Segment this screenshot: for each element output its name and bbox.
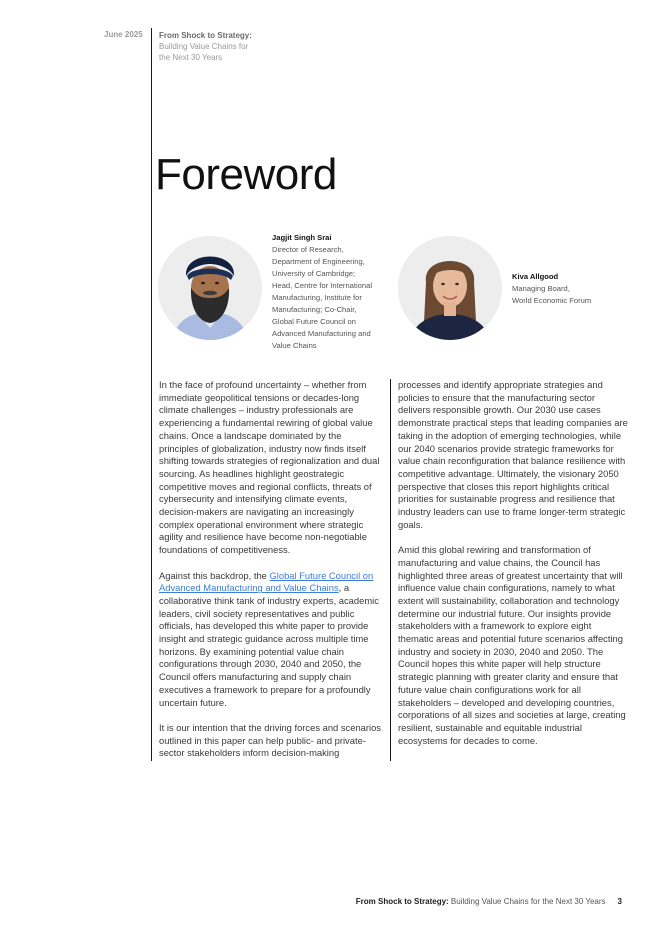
header-divider — [151, 28, 152, 761]
author-card-srai — [272, 232, 382, 352]
footer-title-rest: Building Value Chains for the Next 30 Years — [448, 897, 606, 906]
header-title: From Shock to Strategy: — [159, 31, 252, 40]
header-title-block — [159, 30, 279, 63]
column-divider — [390, 379, 391, 761]
author-role-line: Managing Board, — [512, 284, 570, 293]
footer-title-bold: From Shock to Strategy: — [355, 897, 449, 906]
portrait-woman-icon — [398, 236, 502, 340]
body-text: , a collaborative think tank of industry experts, academic leaders, civil society representatives and public officials, has developed this white paper to provide insight and strategic guidance across multiple time horizons. By examining potential value chain configurations through 2030, 2040 and 2050, the Council offers manufacturing and supply chain executives a framework to prepare for a profoundly uncertain future. — [159, 582, 379, 708]
author-role-line: World Economic Forum — [512, 296, 592, 305]
header-subtitle-line-1: Building Value Chains for — [159, 42, 249, 51]
body-paragraph: Amid this global rewiring and transformation of manufacturing and value chains, the Council has highlighted three areas of greatest uncertainty that will influence value chain configurations, namely to what extent will sustainability, collaboration and technology determine our industrial future. Our insights provide stakeholders with a framework to explore eight thematic areas and potential future scenarios affecting industry and society in 2030, 2040 and 2050. The Council hopes this white paper will help structure strategic planning with greater clarity and ensure that future value chain configurations work for all stakeholders – developed and developing countries, corporations of all sizes and societies at large, creating resilient, sustainable and equitable industrial ecosystems for decades to come. — [398, 544, 626, 746]
author-name: Kiva Allgood — [512, 272, 559, 281]
author-role-line: Manufacturing; Co-Chair, — [272, 305, 357, 314]
portrait-man-turban-icon — [158, 236, 262, 340]
body-paragraph — [159, 570, 383, 710]
author-role-line: Department of Engineering, — [272, 257, 365, 266]
header-date: June 2025 — [104, 30, 143, 39]
page-title: Foreword — [155, 150, 337, 199]
author-role-line: Director of Research, — [272, 245, 344, 254]
author-name: Jagjit Singh Srai — [272, 233, 332, 242]
body-paragraph: processes and identify appropriate strategies and policies to ensure that the manufacturing sector delivers responsible growth. Our 2030 use cases demonstrate practical steps that leading companies are taking in the adoption of emerging technologies, while our 2040 scenarios provide strategic frameworks for value chain reconfiguration that balance resilience with competitive advantage. Ultimately, the visionary 2050 perspective that closes this report highlights critical priorities for sustainable progress and resilience that industry leaders can use to frame longer-term strategic goals. — [398, 379, 628, 530]
body-text: Against this backdrop, the — [159, 569, 270, 581]
header-subtitle-line-2: the Next 30 Years — [159, 53, 223, 62]
author-role-line: Advanced Manufacturing and — [272, 329, 371, 338]
body-paragraph: It is our intention that the driving forces and scenarios outlined in this paper can help public- and private-sector stakeholders inform decision-making — [159, 721, 381, 759]
author-photo-srai — [158, 236, 262, 340]
author-photo-allgood — [398, 236, 502, 340]
council-link[interactable]: Global Future Council on Advanced Manufacturing and Value Chains — [159, 569, 374, 594]
author-role-line: Manufacturing, Institute for — [272, 293, 362, 302]
page-number: 3 — [617, 897, 622, 906]
author-role-line: University of Cambridge; — [272, 269, 356, 278]
body-paragraph: In the face of profound uncertainty – whether from immediate geopolitical tensions or decades-long climate challenges – industry professionals are experiencing a fundamental rewiring of global value chains. Once a landscape dominated by the principles of globalization, industry now finds itself shifting towards strategies of regionalization and dual sourcing. As headlines highlight geostrategic competitive moves and regional conflicts, threats of cybersecurity and intensifying climate events, decision-makers are navigating an increasingly complex operational environment where strategic agility and resilience have become non-negotiable foundations of competitiveness. — [159, 379, 380, 556]
author-role-line: Global Future Council on — [272, 317, 356, 326]
author-role-line: Head, Centre for International — [272, 281, 373, 290]
author-card-allgood — [512, 271, 612, 307]
body-column-left — [159, 379, 383, 773]
page-footer — [356, 897, 622, 906]
body-column-right — [398, 379, 628, 760]
author-role-line: Value Chains — [272, 341, 317, 350]
